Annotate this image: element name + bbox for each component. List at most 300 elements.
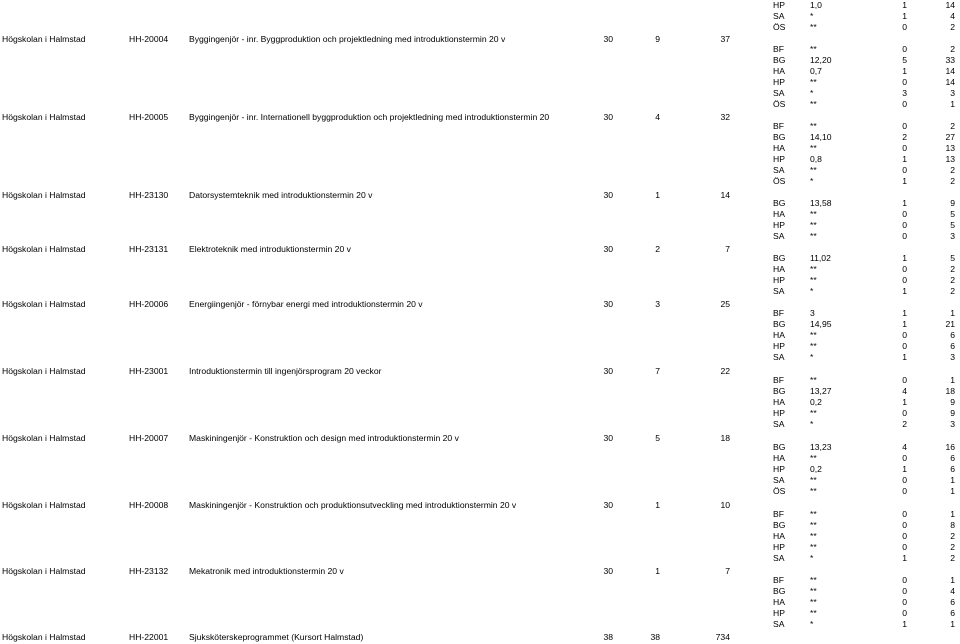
stat-row xyxy=(773,486,960,497)
school-name: Högskolan i Halmstad xyxy=(2,366,86,376)
admitted-count: 0 xyxy=(902,220,907,230)
stat-row xyxy=(773,352,960,363)
admission-score: ** xyxy=(810,165,817,175)
stat-row xyxy=(773,619,960,630)
admission-score: ** xyxy=(810,99,817,109)
admitted-count: 1 xyxy=(902,319,907,329)
applicant-count: 5 xyxy=(950,220,955,230)
selection-group: BG xyxy=(773,198,786,208)
stat-row xyxy=(773,198,960,209)
program-code: HH-20007 xyxy=(129,433,169,443)
stat-row xyxy=(773,0,960,11)
program-row xyxy=(0,33,760,45)
selection-group: BG xyxy=(773,319,786,329)
applicant-count: 6 xyxy=(950,341,955,351)
program-row xyxy=(0,189,760,201)
value-a: 30 xyxy=(603,566,613,576)
stat-row xyxy=(773,520,960,531)
admission-score: ** xyxy=(810,375,817,385)
admission-score: ** xyxy=(810,220,817,230)
program-name: Introduktionstermin till ingenjörsprogram 20 veckor xyxy=(189,366,382,376)
selection-group: HA xyxy=(773,264,785,274)
admission-score: ** xyxy=(810,77,817,87)
selection-group: HP xyxy=(773,0,785,10)
program-code: HH-23130 xyxy=(129,190,169,200)
applicant-count: 1 xyxy=(950,99,955,109)
selection-group: HP xyxy=(773,464,785,474)
admission-score: 0,2 xyxy=(810,464,822,474)
value-b: 7 xyxy=(655,366,660,376)
stat-row xyxy=(773,231,960,242)
program-name: Maskiningenjör - Konstruktion och design med introduktionstermin 20 v xyxy=(189,433,459,443)
selection-group: SA xyxy=(773,553,785,563)
admission-score: ** xyxy=(810,275,817,285)
admitted-count: 0 xyxy=(902,408,907,418)
applicant-count: 2 xyxy=(950,275,955,285)
applicant-count: 9 xyxy=(950,408,955,418)
applicant-count: 8 xyxy=(950,520,955,530)
value-a: 30 xyxy=(603,190,613,200)
applicant-count: 2 xyxy=(950,165,955,175)
stat-row xyxy=(773,154,960,165)
admitted-count: 0 xyxy=(902,575,907,585)
program-name: Datorsystemteknik med introduktionstermin 20 v xyxy=(189,190,373,200)
stat-row xyxy=(773,531,960,542)
value-c: 18 xyxy=(720,433,730,443)
admission-score: ** xyxy=(810,341,817,351)
admission-score: 0,8 xyxy=(810,154,822,164)
selection-group: BF xyxy=(773,44,784,54)
admission-score: 13,27 xyxy=(810,386,832,396)
program-row xyxy=(0,243,760,255)
stat-row xyxy=(773,408,960,419)
applicant-count: 5 xyxy=(950,253,955,263)
admitted-count: 0 xyxy=(902,520,907,530)
program-name: Elektroteknik med introduktionstermin 20 v xyxy=(189,244,351,254)
admission-score: * xyxy=(810,11,814,21)
admitted-count: 0 xyxy=(902,121,907,131)
selection-group: HA xyxy=(773,597,785,607)
stat-row xyxy=(773,55,960,66)
selection-group: SA xyxy=(773,231,785,241)
stat-row xyxy=(773,275,960,286)
admitted-count: 0 xyxy=(902,99,907,109)
stat-row xyxy=(773,88,960,99)
applicant-count: 2 xyxy=(950,531,955,541)
stat-row xyxy=(773,121,960,132)
stat-row xyxy=(773,253,960,264)
applicant-count: 18 xyxy=(945,386,955,396)
applicant-count: 21 xyxy=(945,319,955,329)
value-a: 30 xyxy=(603,433,613,443)
admitted-count: 1 xyxy=(902,176,907,186)
program-row xyxy=(0,111,760,123)
stat-row xyxy=(773,509,960,520)
applicant-count: 3 xyxy=(950,231,955,241)
admission-score: * xyxy=(810,619,814,629)
value-b: 1 xyxy=(655,566,660,576)
admission-score: ** xyxy=(810,264,817,274)
stat-row xyxy=(773,99,960,110)
program-code: HH-22001 xyxy=(129,632,169,642)
admitted-count: 0 xyxy=(902,22,907,32)
admission-score: 3 xyxy=(810,308,815,318)
stat-row xyxy=(773,286,960,297)
selection-group: HP xyxy=(773,341,785,351)
applicant-count: 16 xyxy=(945,442,955,452)
program-name: Mekatronik med introduktionstermin 20 v xyxy=(189,566,344,576)
selection-group: HA xyxy=(773,330,785,340)
selection-group: HA xyxy=(773,453,785,463)
admitted-count: 0 xyxy=(902,586,907,596)
value-a: 38 xyxy=(603,632,613,642)
stat-row xyxy=(773,11,960,22)
applicant-count: 4 xyxy=(950,586,955,596)
admission-score: ** xyxy=(810,44,817,54)
admission-score: ** xyxy=(810,520,817,530)
admitted-count: 1 xyxy=(902,154,907,164)
selection-group: SA xyxy=(773,352,785,362)
admission-score: 14,95 xyxy=(810,319,832,329)
program-name: Byggingenjör - inr. Internationell byggproduktion och projektledning med introduktionstermin 20 xyxy=(189,112,550,122)
program-name: Maskiningenjör - Konstruktion och produktionsutveckling med introduktionstermin 20 v xyxy=(189,500,517,510)
selection-group: BF xyxy=(773,575,784,585)
value-a: 30 xyxy=(603,244,613,254)
selection-group: SA xyxy=(773,286,785,296)
admission-score: * xyxy=(810,419,814,429)
admitted-count: 0 xyxy=(902,209,907,219)
stat-row xyxy=(773,209,960,220)
admission-score: ** xyxy=(810,231,817,241)
applicant-count: 3 xyxy=(950,419,955,429)
selection-group: BF xyxy=(773,375,784,385)
admission-score: ** xyxy=(810,453,817,463)
admission-score: ** xyxy=(810,143,817,153)
program-code: HH-20008 xyxy=(129,500,169,510)
stat-row xyxy=(773,132,960,143)
applicant-count: 14 xyxy=(945,77,955,87)
stat-row xyxy=(773,586,960,597)
value-a: 30 xyxy=(603,500,613,510)
value-b: 2 xyxy=(655,244,660,254)
applicant-count: 1 xyxy=(950,509,955,519)
selection-group: ÖS xyxy=(773,99,786,109)
selection-group: HA xyxy=(773,143,785,153)
selection-group: BG xyxy=(773,386,786,396)
admission-score: 0,7 xyxy=(810,66,822,76)
admission-score: 14,10 xyxy=(810,132,832,142)
admitted-count: 1 xyxy=(902,253,907,263)
stat-row xyxy=(773,44,960,55)
admission-score: 11,02 xyxy=(810,253,831,263)
stat-row xyxy=(773,330,960,341)
applicant-count: 2 xyxy=(950,44,955,54)
admitted-count: 4 xyxy=(902,386,907,396)
stat-row xyxy=(773,319,960,330)
school-name: Högskolan i Halmstad xyxy=(2,112,86,122)
admitted-count: 1 xyxy=(902,464,907,474)
selection-group: HA xyxy=(773,66,785,76)
admitted-count: 0 xyxy=(902,542,907,552)
admission-score: ** xyxy=(810,121,817,131)
applicant-count: 13 xyxy=(945,154,955,164)
admission-score: ** xyxy=(810,22,817,32)
admission-score: ** xyxy=(810,330,817,340)
selection-group: HP xyxy=(773,608,785,618)
admitted-count: 1 xyxy=(902,397,907,407)
applicant-count: 1 xyxy=(950,575,955,585)
admitted-count: 3 xyxy=(902,88,907,98)
admission-score: ** xyxy=(810,509,817,519)
stat-row xyxy=(773,419,960,430)
value-c: 734 xyxy=(715,632,730,642)
selection-group: BG xyxy=(773,520,786,530)
stat-row xyxy=(773,597,960,608)
admitted-count: 2 xyxy=(902,132,907,142)
selection-group: SA xyxy=(773,475,785,485)
program-code: HH-23132 xyxy=(129,566,169,576)
applicant-count: 5 xyxy=(950,209,955,219)
school-name: Högskolan i Halmstad xyxy=(2,244,86,254)
applicant-count: 6 xyxy=(950,453,955,463)
admitted-count: 0 xyxy=(902,375,907,385)
selection-group: BG xyxy=(773,132,786,142)
applicant-count: 6 xyxy=(950,608,955,618)
admitted-count: 0 xyxy=(902,475,907,485)
value-c: 37 xyxy=(720,34,730,44)
value-b: 9 xyxy=(655,34,660,44)
admission-score: * xyxy=(810,352,814,362)
admitted-count: 0 xyxy=(902,231,907,241)
applicant-count: 33 xyxy=(945,55,955,65)
program-row xyxy=(0,298,760,310)
value-c: 25 xyxy=(720,299,730,309)
selection-group: ÖS xyxy=(773,176,786,186)
selection-group: ÖS xyxy=(773,22,786,32)
selection-group: HA xyxy=(773,531,785,541)
stat-row xyxy=(773,464,960,475)
stat-row xyxy=(773,453,960,464)
school-name: Högskolan i Halmstad xyxy=(2,566,86,576)
applicant-count: 14 xyxy=(945,0,955,10)
value-a: 30 xyxy=(603,112,613,122)
stat-row xyxy=(773,608,960,619)
program-row xyxy=(0,631,760,643)
applicant-count: 4 xyxy=(950,11,955,21)
value-b: 3 xyxy=(655,299,660,309)
stat-row xyxy=(773,475,960,486)
value-c: 14 xyxy=(720,190,730,200)
stat-row xyxy=(773,165,960,176)
admitted-count: 0 xyxy=(902,44,907,54)
applicant-count: 2 xyxy=(950,553,955,563)
admitted-count: 1 xyxy=(902,308,907,318)
selection-group: SA xyxy=(773,419,785,429)
school-name: Högskolan i Halmstad xyxy=(2,190,86,200)
selection-group: SA xyxy=(773,11,785,21)
stat-row xyxy=(773,66,960,77)
stat-row xyxy=(773,22,960,33)
applicant-count: 2 xyxy=(950,264,955,274)
applicant-count: 6 xyxy=(950,330,955,340)
admitted-count: 0 xyxy=(902,486,907,496)
applicant-count: 6 xyxy=(950,464,955,474)
stat-row xyxy=(773,575,960,586)
statistics-table xyxy=(773,0,960,644)
school-name: Högskolan i Halmstad xyxy=(2,500,86,510)
admission-score: ** xyxy=(810,475,817,485)
value-b: 1 xyxy=(655,190,660,200)
applicant-count: 14 xyxy=(945,66,955,76)
admitted-count: 2 xyxy=(902,419,907,429)
stat-row xyxy=(773,542,960,553)
stat-row xyxy=(773,341,960,352)
applicant-count: 9 xyxy=(950,397,955,407)
admission-score: ** xyxy=(810,597,817,607)
value-c: 7 xyxy=(725,244,730,254)
admission-score: ** xyxy=(810,531,817,541)
selection-group: BG xyxy=(773,253,786,263)
admission-score: ** xyxy=(810,575,817,585)
admission-score: ** xyxy=(810,542,817,552)
value-c: 32 xyxy=(720,112,730,122)
admitted-count: 1 xyxy=(902,286,907,296)
admitted-count: 0 xyxy=(902,608,907,618)
admitted-count: 0 xyxy=(902,165,907,175)
admitted-count: 0 xyxy=(902,275,907,285)
program-row xyxy=(0,565,760,577)
selection-group: BF xyxy=(773,509,784,519)
admitted-count: 0 xyxy=(902,330,907,340)
admission-score: * xyxy=(810,88,814,98)
admitted-count: 0 xyxy=(902,264,907,274)
applicant-count: 2 xyxy=(950,121,955,131)
stat-row xyxy=(773,442,960,453)
school-name: Högskolan i Halmstad xyxy=(2,433,86,443)
value-c: 7 xyxy=(725,566,730,576)
selection-group: HP xyxy=(773,408,785,418)
admission-score: ** xyxy=(810,486,817,496)
admitted-count: 0 xyxy=(902,143,907,153)
school-name: Högskolan i Halmstad xyxy=(2,299,86,309)
selection-group: BF xyxy=(773,308,784,318)
stat-row xyxy=(773,176,960,187)
admitted-count: 0 xyxy=(902,453,907,463)
program-code: HH-20005 xyxy=(129,112,169,122)
stat-row xyxy=(773,375,960,386)
program-row xyxy=(0,365,760,377)
admission-score: * xyxy=(810,176,814,186)
stat-row xyxy=(773,553,960,564)
selection-group: BG xyxy=(773,586,786,596)
selection-group: SA xyxy=(773,165,785,175)
applicant-count: 2 xyxy=(950,286,955,296)
program-code: HH-23131 xyxy=(129,244,169,254)
selection-group: SA xyxy=(773,619,785,629)
admitted-count: 1 xyxy=(902,619,907,629)
school-name: Högskolan i Halmstad xyxy=(2,34,86,44)
applicant-count: 6 xyxy=(950,597,955,607)
stat-row xyxy=(773,264,960,275)
admission-score: 13,58 xyxy=(810,198,832,208)
admission-score: ** xyxy=(810,608,817,618)
admission-score: ** xyxy=(810,209,817,219)
admitted-count: 1 xyxy=(902,553,907,563)
admission-score: 12,20 xyxy=(810,55,832,65)
selection-group: ÖS xyxy=(773,486,786,496)
selection-group: BG xyxy=(773,442,786,452)
admission-score: 0,2 xyxy=(810,397,822,407)
program-row xyxy=(0,499,760,511)
selection-group: HP xyxy=(773,220,785,230)
program-name: Byggingenjör - inr. Byggproduktion och projektledning med introduktionstermin 20 v xyxy=(189,34,506,44)
stat-row xyxy=(773,77,960,88)
selection-group: BF xyxy=(773,121,784,131)
value-b: 5 xyxy=(655,433,660,443)
admitted-count: 1 xyxy=(902,11,907,21)
selection-group: HA xyxy=(773,209,785,219)
admitted-count: 0 xyxy=(902,597,907,607)
program-name: Sjuksköterskeprogrammet (Kursort Halmstad) xyxy=(189,632,364,642)
selection-group: SA xyxy=(773,88,785,98)
stat-row xyxy=(773,308,960,319)
program-code: HH-23001 xyxy=(129,366,169,376)
value-a: 30 xyxy=(603,299,613,309)
applicant-count: 1 xyxy=(950,486,955,496)
applicant-count: 3 xyxy=(950,88,955,98)
applicant-count: 1 xyxy=(950,475,955,485)
admitted-count: 1 xyxy=(902,198,907,208)
admission-score: ** xyxy=(810,586,817,596)
admitted-count: 4 xyxy=(902,442,907,452)
admitted-count: 0 xyxy=(902,509,907,519)
selection-group: BG xyxy=(773,55,786,65)
admitted-count: 1 xyxy=(902,66,907,76)
applicant-count: 1 xyxy=(950,619,955,629)
admission-score: * xyxy=(810,553,814,563)
applicant-count: 2 xyxy=(950,176,955,186)
admitted-count: 0 xyxy=(902,77,907,87)
admitted-count: 0 xyxy=(902,531,907,541)
admission-score: 1,0 xyxy=(810,0,822,10)
program-code: HH-20004 xyxy=(129,34,169,44)
selection-group: HP xyxy=(773,542,785,552)
applicant-count: 13 xyxy=(945,143,955,153)
selection-group: HP xyxy=(773,154,785,164)
value-c: 22 xyxy=(720,366,730,376)
program-name: Energiingenjör - förnybar energi med introduktionstermin 20 v xyxy=(189,299,423,309)
value-b: 38 xyxy=(650,632,660,642)
admitted-count: 1 xyxy=(902,352,907,362)
admitted-count: 1 xyxy=(902,0,907,10)
selection-group: HA xyxy=(773,397,785,407)
admitted-count: 5 xyxy=(902,55,907,65)
admission-score: ** xyxy=(810,408,817,418)
admission-score: 13,23 xyxy=(810,442,832,452)
selection-group: HP xyxy=(773,77,785,87)
applicant-count: 9 xyxy=(950,198,955,208)
stat-row xyxy=(773,143,960,154)
applicant-count: 2 xyxy=(950,22,955,32)
value-b: 1 xyxy=(655,500,660,510)
admission-score: * xyxy=(810,286,814,296)
applicant-count: 1 xyxy=(950,308,955,318)
admitted-count: 0 xyxy=(902,341,907,351)
applicant-count: 3 xyxy=(950,352,955,362)
applicant-count: 2 xyxy=(950,542,955,552)
selection-group: HP xyxy=(773,275,785,285)
value-a: 30 xyxy=(603,366,613,376)
